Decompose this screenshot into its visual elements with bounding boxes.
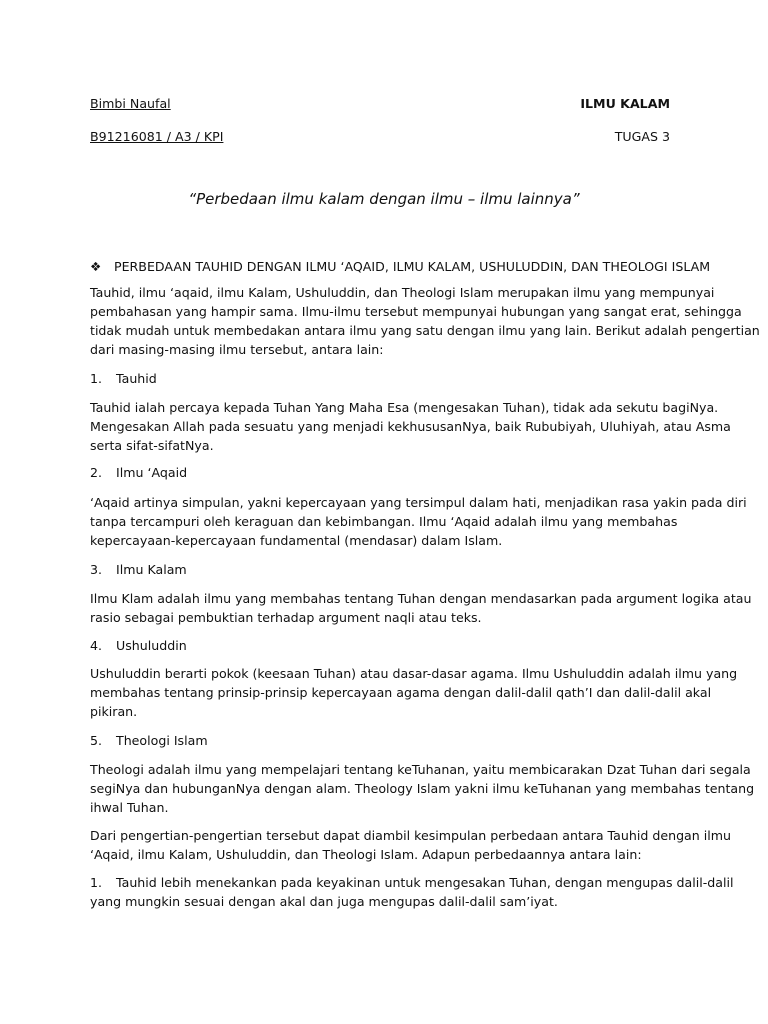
- item-number: 1.: [90, 371, 103, 386]
- paragraph-line: Mengesakan Allah pada sesuatu yang menjadi kekhususanNya, baik Rububiyah, Uluhiyah, atau Asma: [90, 419, 731, 434]
- item-title: Ilmu ‘Aqaid: [116, 465, 188, 480]
- task-label: TUGAS 3: [614, 129, 670, 144]
- course-title: ILMU KALAM: [580, 96, 670, 111]
- intro-paragraph: [90, 283, 760, 359]
- paragraph-line: Ilmu Klam adalah ilmu yang membahas tentang Tuhan dengan mendasarkan pada argument logika atau: [90, 591, 752, 606]
- difference-item: [90, 873, 734, 911]
- difference-text: Tauhid lebih menekankan pada keyakinan untuk mengesakan Tuhan, dengan mengupas dalil-dalil: [116, 875, 734, 890]
- item-paragraph: [90, 760, 755, 817]
- item-number: 5.: [90, 733, 103, 748]
- paragraph-line: Tauhid ialah percaya kepada Tuhan Yang Maha Esa (mengesakan Tuhan), tidak ada sekutu bagiNya.: [90, 400, 719, 415]
- item-title: Ushuluddin: [116, 638, 187, 653]
- conclusion-paragraph: [90, 826, 732, 864]
- paragraph-line: serta sifat-sifatNya.: [90, 438, 214, 453]
- paragraph-line: [90, 873, 734, 892]
- paragraph-line: rasio sebagai pembuktian terhadap argument naqli atau teks.: [90, 610, 482, 625]
- item-title: Ilmu Kalam: [116, 562, 187, 577]
- item-paragraph: [90, 589, 752, 627]
- list-item-heading: [90, 731, 208, 750]
- document-title: “Perbedaan ilmu kalam dengan ilmu – ilmu lainnya”: [188, 190, 580, 208]
- paragraph-line: tidak mudah untuk membedakan antara ilmu yang satu dengan ilmu yang lain. Berikut adalah pengertian: [90, 323, 760, 338]
- item-title: Theologi Islam: [116, 733, 208, 748]
- item-paragraph: [90, 493, 747, 550]
- paragraph-line: Dari pengertian-pengertian tersebut dapat diambil kesimpulan perbedaan antara Tauhid dengan ilmu: [90, 828, 732, 843]
- paragraph-line: pikiran.: [90, 704, 138, 719]
- paragraph-line: pembahasan yang hampir sama. Ilmu-ilmu tersebut mempunyai hubungan yang sangat erat, sehingga: [90, 304, 742, 319]
- paragraph-line: tanpa tercampuri oleh keraguan dan kebimbangan. Ilmu ‘Aqaid adalah ilmu yang membahas: [90, 514, 678, 529]
- diamond-bullet-icon: ❖: [90, 259, 102, 274]
- paragraph-line: kepercayaan-kepercayaan fundamental (mendasar) dalam Islam.: [90, 533, 503, 548]
- paragraph-line: ‘Aqaid, ilmu Kalam, Ushuluddin, dan Theologi Islam. Adapun perbedaannya antara lain:: [90, 847, 642, 862]
- list-item-heading: [90, 463, 187, 482]
- item-paragraph: [90, 398, 731, 455]
- item-number: 4.: [90, 638, 103, 653]
- paragraph-line: ‘Aqaid artinya simpulan, yakni kepercayaan yang tersimpul dalam hati, menjadikan rasa yakin pada diri: [90, 495, 747, 510]
- item-paragraph: [90, 664, 738, 721]
- list-item-heading: [90, 560, 187, 579]
- list-item-heading: [90, 369, 157, 388]
- student-id: B91216081 / A3 / KPI: [90, 129, 224, 144]
- paragraph-line: yang mungkin sesuai dengan akal dan juga mengupas dalil-dalil sam’iyat.: [90, 894, 558, 909]
- paragraph-line: ihwal Tuhan.: [90, 800, 169, 815]
- section-heading-text: PERBEDAAN TAUHID DENGAN ILMU ‘AQAID, ILMU KALAM, USHULUDDIN, DAN THEOLOGI ISLAM: [114, 259, 711, 274]
- section-heading: [90, 257, 710, 276]
- paragraph-line: Theologi adalah ilmu yang mempelajari tentang keTuhanan, yaitu membicarakan Dzat Tuhan dari segala: [90, 762, 751, 777]
- paragraph-line: Ushuluddin berarti pokok (keesaan Tuhan) atau dasar-dasar agama. Ilmu Ushuluddin adalah ilmu yang: [90, 666, 738, 681]
- item-title: Tauhid: [116, 371, 157, 386]
- paragraph-line: membahas tentang prinsip-prinsip kepercayaan agama dengan dalil-dalil qath’I dan dalil-dalil akal: [90, 685, 712, 700]
- list-item-heading: [90, 636, 187, 655]
- item-number: 2.: [90, 465, 103, 480]
- item-number: 3.: [90, 562, 103, 577]
- item-number: 1.: [90, 875, 103, 890]
- paragraph-line: segiNya dan hubunganNya dengan alam. Theology Islam yakni ilmu keTuhanan yang membahas tentang: [90, 781, 755, 796]
- paragraph-line: dari masing-masing ilmu tersebut, antara lain:: [90, 342, 384, 357]
- author-name: Bimbi Naufal: [90, 96, 171, 111]
- paragraph-line: Tauhid, ilmu ‘aqaid, ilmu Kalam, Ushuluddin, dan Theologi Islam merupakan ilmu yang mempunyai: [90, 285, 715, 300]
